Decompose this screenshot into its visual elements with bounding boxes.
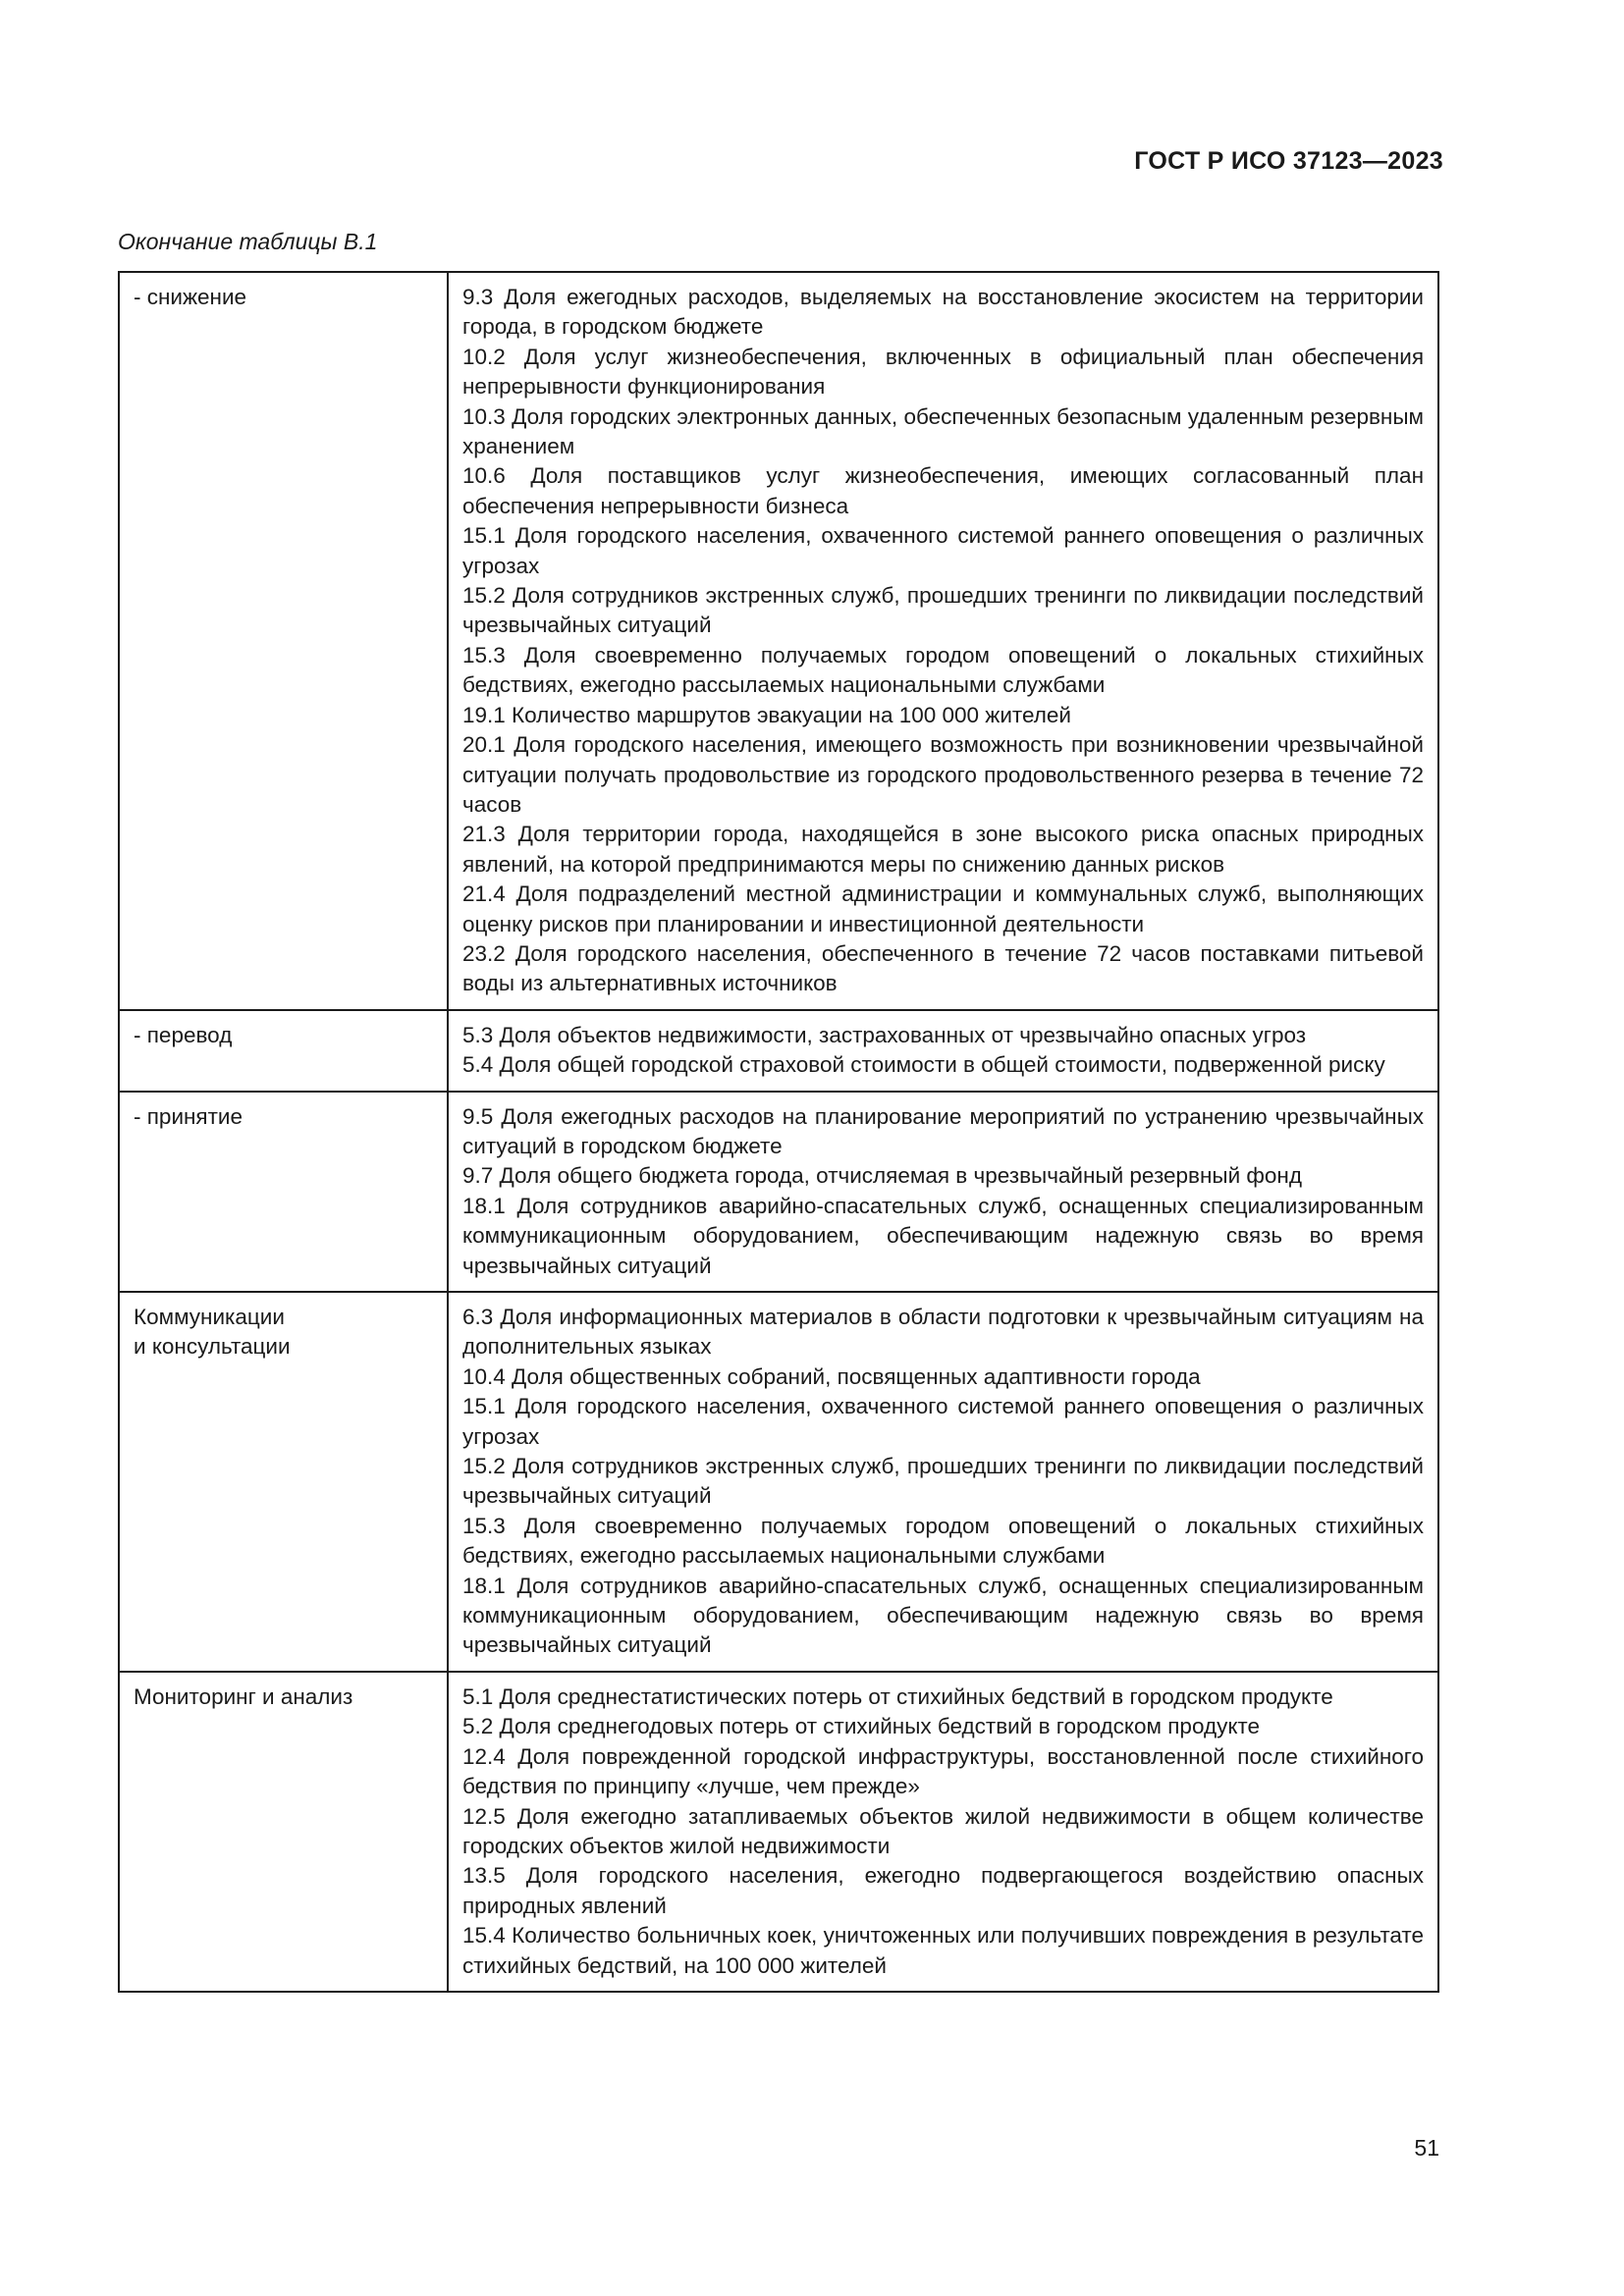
indicator-entry: 12.4 Доля поврежденной городской инфраструктуры, восстановленной после стихийного бедствия по принципу «лучше, чем прежде»: [462, 1743, 1424, 1799]
indicator-entry: 20.1 Доля городского населения, имеющего возможность при возникновении чрезвычайной ситуации получать продовольствие из городского продовольственного резерва в течение 72 часов: [462, 732, 1424, 817]
indicators-cell: [448, 1010, 1438, 1092]
document-code-header: ГОСТ Р ИСО 37123—2023: [1134, 147, 1443, 175]
category-cell: [119, 272, 448, 1010]
table-row: [119, 1092, 1438, 1292]
indicators-cell: [448, 272, 1438, 1010]
indicators-cell: [448, 1292, 1438, 1672]
table-caption: Окончание таблицы В.1: [118, 229, 378, 254]
indicator-entry: 15.4 Количество больничных коек, уничтоженных или получивших повреждения в результате стихийных бедствий, на 100 000 жителей: [462, 1923, 1424, 1978]
indicator-entry: 10.6 Доля поставщиков услуг жизнеобеспечения, имеющих согласованный план обеспечения непрерывности бизнеса: [462, 463, 1424, 518]
indicator-entry: 15.3 Доля своевременно получаемых городом оповещений о локальных стихийных бедствиях, ежегодно рассылаемых национальными службами: [462, 642, 1424, 698]
indicator-entry: 10.2 Доля услуг жизнеобеспечения, включенных в официальный план обеспечения непрерывности функционирования: [462, 344, 1424, 400]
category-cell: [119, 1010, 448, 1092]
indicator-entry: 18.1 Доля сотрудников аварийно-спасательных служб, оснащенных специализированным коммуникационным оборудованием, обеспечивающим надежную связь во время чрезвычайных ситуаций: [462, 1573, 1424, 1658]
indicator-entry: 18.1 Доля сотрудников аварийно-спасательных служб, оснащенных специализированным коммуникационным оборудованием, обеспечивающим надежную связь во время чрезвычайных ситуаций: [462, 1193, 1424, 1278]
indicator-entry: 6.3 Доля информационных материалов в области подготовки к чрезвычайным ситуациям на дополнительных языках: [462, 1305, 1424, 1360]
category-cell: [119, 1092, 448, 1292]
indicator-entry: 10.4 Доля общественных собраний, посвященных адаптивности города: [462, 1363, 1201, 1389]
indicator-entry: 21.3 Доля территории города, находящейся в зоне высокого риска опасных природных явлений, на которой предпринимаются меры по снижению данных рисков: [462, 822, 1424, 877]
table-row: [119, 272, 1438, 1010]
category-cell: [119, 1672, 448, 1992]
indicator-entry: 15.1 Доля городского населения, охваченного системой раннего оповещения о различных угрозах: [462, 523, 1424, 578]
indicator-entry: 15.1 Доля городского населения, охваченного системой раннего оповещения о различных угрозах: [462, 1394, 1424, 1449]
category-label: - принятие: [134, 1103, 244, 1129]
indicator-entry: 23.2 Доля городского населения, обеспеченного в течение 72 часов поставками питьевой воды из альтернативных источников: [462, 940, 1424, 996]
indicator-entry: 5.4 Доля общей городской страховой стоимости в общей стоимости, подверженной риску: [462, 1052, 1385, 1078]
table-row: [119, 1010, 1438, 1092]
indicator-entry: 9.7 Доля общего бюджета города, отчисляемая в чрезвычайный резервный фонд: [462, 1163, 1302, 1189]
category-cell: [119, 1292, 448, 1672]
category-label: - перевод: [134, 1022, 233, 1047]
indicator-entry: 5.2 Доля среднегодовых потерь от стихийных бедствий в городском продукте: [462, 1714, 1260, 1739]
indicator-entry: 10.3 Доля городских электронных данных, обеспеченных безопасным удаленным резервным хранением: [462, 403, 1424, 459]
indicator-entry: 15.2 Доля сотрудников экстренных служб, прошедших тренинги по ликвидации последствий чрезвычайных ситуаций: [462, 583, 1424, 638]
indicator-entry: 9.5 Доля ежегодных расходов на планирование мероприятий по устранению чрезвычайных ситуаций в городском бюджете: [462, 1103, 1424, 1158]
page-number: 51: [1414, 2135, 1439, 2161]
indicator-entry: 19.1 Количество маршрутов эвакуации на 100 000 жителей: [462, 702, 1071, 727]
indicator-entry: 15.2 Доля сотрудников экстренных служб, прошедших тренинги по ликвидации последствий чрезвычайных ситуаций: [462, 1454, 1424, 1509]
table-row: [119, 1672, 1438, 1992]
table-row: [119, 1292, 1438, 1672]
indicator-entry: 9.3 Доля ежегодных расходов, выделяемых на восстановление экосистем на территории города, в городском бюджете: [462, 285, 1424, 340]
category-label: - снижение: [134, 285, 247, 309]
category-label: Мониторинг и анализ: [134, 1683, 353, 1709]
table-body: [119, 272, 1438, 1992]
indicator-entry: 13.5 Доля городского населения, ежегодно подвергающегося воздействию опасных природных явлений: [462, 1863, 1424, 1918]
indicators-cell: [448, 1672, 1438, 1992]
category-label: Коммуникации и консультации: [134, 1305, 291, 1360]
indicator-entry: 5.1 Доля среднестатистических потерь от стихийных бедствий в городском продукте: [462, 1683, 1333, 1709]
indicator-entry: 21.4 Доля подразделений местной администрации и коммунальных служб, выполняющих оценку рисков при планировании и инвестиционной деятельности: [462, 881, 1424, 936]
indicators-table: [118, 271, 1439, 1993]
indicator-entry: 15.3 Доля своевременно получаемых городом оповещений о локальных стихийных бедствиях, ежегодно рассылаемых национальными службами: [462, 1513, 1424, 1569]
indicator-entry: 12.5 Доля ежегодно затапливаемых объектов жилой недвижимости в общем количестве городских объектов жилой недвижимости: [462, 1803, 1424, 1858]
indicator-entry: 5.3 Доля объектов недвижимости, застрахованных от чрезвычайно опасных угроз: [462, 1022, 1307, 1047]
indicators-cell: [448, 1092, 1438, 1292]
